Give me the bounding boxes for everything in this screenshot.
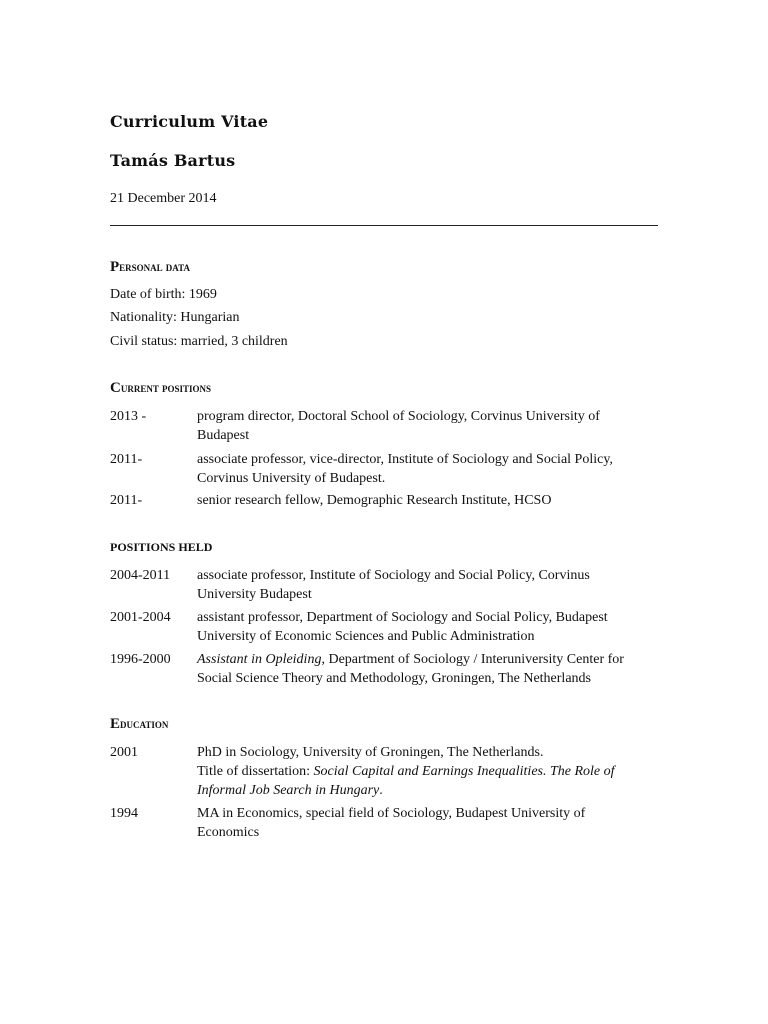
entry-text-line: Social Science Theory and Methodology, Groningen, The Netherlands [197,671,591,686]
entry-text-line [197,762,637,781]
dissertation-title-cont: Informal Job Search in Hungary [197,783,380,798]
entry-year: 1994 [110,806,138,821]
entry-description [197,566,637,604]
entry-text-line: University Budapest [197,587,312,602]
entry-description [197,491,637,510]
entry-text-line [197,650,637,669]
entry-description [197,608,637,646]
entry-text-rest: , Department of Sociology / Interuniversity Center for [321,652,624,667]
entry-text-line: PhD in Sociology, University of Groningen, The Netherlands. [197,745,544,760]
entry-year: 2013 - [110,409,147,424]
dissertation-title: Social Capital and Earnings Inequalities. The Role of [313,764,615,779]
entry-text-line: associate professor, Institute of Sociology and Social Policy, Corvinus [197,568,590,583]
entry-description [197,804,637,842]
person-name: Tamás Bartus [110,151,236,170]
entry-description [197,450,637,488]
entry-text-line: Budapest [197,428,250,443]
heading-rest: ersonal data [119,260,190,274]
heading-initial: E [110,716,121,732]
entry-description [197,650,637,688]
section-heading-current-positions [110,380,211,397]
entry-text-line: Corvinus University of Budapest. [197,471,386,486]
period: . [379,783,383,798]
section-heading-education [110,716,168,733]
entry-year: 1996-2000 [110,652,171,667]
entry-year: 2001 [110,745,138,760]
document-title: Curriculum Vitae [110,112,269,131]
entry-text-line: University of Economic Sciences and Public Administration [197,629,535,644]
entry-text-line [197,781,637,800]
heading-initial: C [110,380,121,396]
personal-date-of-birth: Date of birth: 1969 [110,287,217,302]
heading-initial: P [110,259,120,275]
heading-rest: ducation [120,717,169,731]
heading-rest: urrent positions [120,381,211,395]
entry-text-line: assistant professor, Department of Sociology and Social Policy, Budapest [197,610,608,625]
entry-text-line: program director, Doctoral School of Sociology, Corvinus University of [197,409,600,424]
entry-year: 2001-2004 [110,610,171,625]
entry-year: 2004-2011 [110,568,171,583]
section-heading-positions-held: POSITIONS HELD [110,540,213,554]
section-heading-personal-data [110,259,190,276]
dissertation-label: Title of dissertation: [197,764,314,779]
entry-year: 2011- [110,452,143,467]
document-date: 21 December 2014 [110,191,217,206]
entry-description [197,407,637,445]
entry-year: 2011- [110,493,143,508]
entry-text-line: senior research fellow, Demographic Research Institute, HCSO [197,493,552,508]
horizontal-rule [110,225,658,226]
entry-text-line: Economics [197,825,260,840]
personal-civil-status: Civil status: married, 3 children [110,334,288,349]
entry-text-line: associate professor, vice-director, Institute of Sociology and Social Policy, [197,452,613,467]
job-title-italic: Assistant in Opleiding [197,652,322,667]
entry-description [197,743,637,800]
personal-nationality: Nationality: Hungarian [110,310,240,325]
entry-text-line: MA in Economics, special field of Sociology, Budapest University of [197,806,586,821]
